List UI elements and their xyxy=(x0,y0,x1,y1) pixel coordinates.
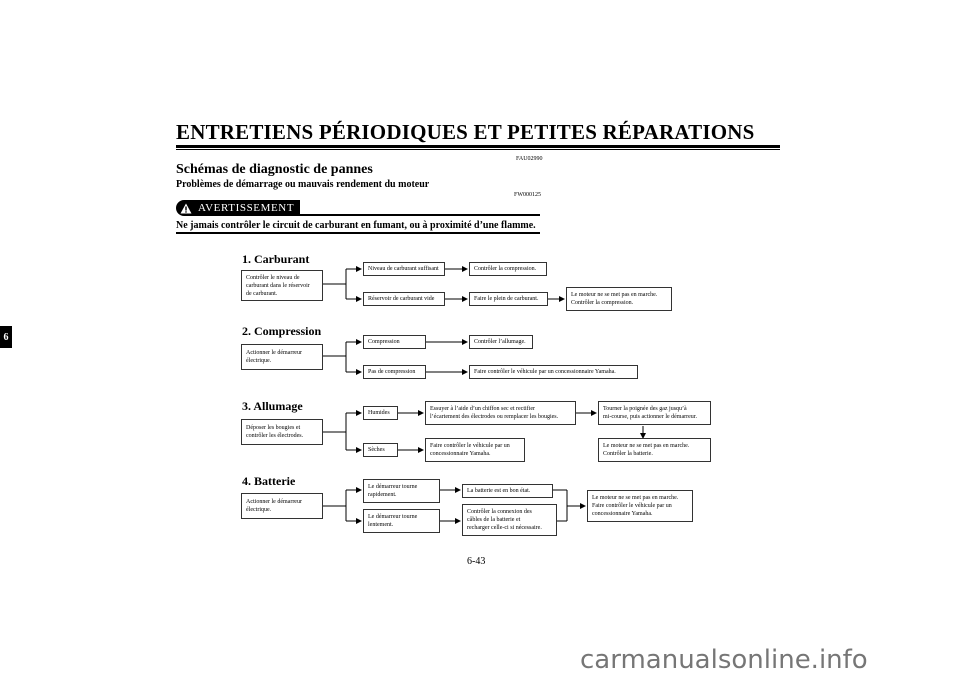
warning-text: Ne jamais contrôler le circuit de carburant en fumant, ou à proximité d’une flamme. xyxy=(176,220,536,231)
compression-ok-box: Compression xyxy=(363,335,426,349)
section-title: Schémas de diagnostic de pannes xyxy=(176,162,373,177)
battery-slow-action-box: Contrôler la connexion des câbles de la batterie et recharger celle-ci si nécessaire. xyxy=(462,504,557,536)
step-ignition-title: 3. Allumage xyxy=(242,399,303,413)
step-fuel-title: 1. Carburant xyxy=(242,252,310,266)
compression-ok-action-box: Contrôler l’allumage. xyxy=(469,335,533,349)
page-title: ENTRETIENS PÉRIODIQUES ET PETITES RÉPARATIONS xyxy=(176,120,755,144)
warning-label: AVERTISSEMENT xyxy=(198,202,295,214)
fuel-empty-action-box: Faire le plein de carburant. xyxy=(469,292,548,306)
chapter-tab: 6 xyxy=(0,326,12,348)
fuel-result-box: Le moteur ne se met pas en marche. Contrôler la compression. xyxy=(566,287,672,311)
battery-slow-box: Le démarreur tourne lentement. xyxy=(363,509,440,533)
ignition-result-box: Le moteur ne se met pas en marche. Contrôler la batterie. xyxy=(598,438,711,462)
ignition-dry-action-box: Faire contrôler le véhicule par un concessionnaire Yamaha. xyxy=(425,438,525,462)
watermark: carmanualsonline.info xyxy=(580,645,868,675)
page-number: 6-43 xyxy=(467,556,486,567)
step-compression-title: 2. Compression xyxy=(242,324,322,338)
step-battery-title: 4. Batterie xyxy=(242,474,296,488)
ignition-wet-action-box: Essuyer à l’aide d’un chiffon sec et rectifier l’écartement des électrodes ou remplacer les bougies. xyxy=(425,401,576,425)
ignition-wet-box: Humides xyxy=(363,406,398,420)
compression-none-box: Pas de compression xyxy=(363,365,426,379)
battery-result-box: Le moteur ne se met pas en marche. Faire contrôler le véhicule par un concessionnaire Yamaha. xyxy=(587,490,693,522)
ignition-next-action-box: Tourner la poignée des gaz jusqu’à mi-course, puis actionner le démarreur. xyxy=(598,401,711,425)
battery-start-box: Actionner le démarreur électrique. xyxy=(241,493,323,519)
warning-code: FW000125 xyxy=(514,192,541,198)
fuel-ok-action-box: Contrôler la compression. xyxy=(469,262,547,276)
ignition-start-box: Déposer les bougies et contrôler les électrodes. xyxy=(241,419,323,445)
section-code: FAU02990 xyxy=(516,156,543,162)
subsection-title: Problèmes de démarrage ou mauvais rendement du moteur xyxy=(176,179,430,190)
battery-fast-action-box: La batterie est en bon état. xyxy=(462,484,553,498)
battery-fast-box: Le démarreur tourne rapidement. xyxy=(363,479,440,503)
fuel-start-box: Contrôler le niveau de carburant dans le réservoir de carburant. xyxy=(241,270,323,301)
compression-start-box: Actionner le démarreur électrique. xyxy=(241,344,323,370)
ignition-dry-box: Sèches xyxy=(363,443,398,457)
compression-none-action-box: Faire contrôler le véhicule par un concessionnaire Yamaha. xyxy=(469,365,638,379)
fuel-empty-box: Réservoir de carburant vide xyxy=(363,292,445,306)
fuel-ok-box: Niveau de carburant suffisant xyxy=(363,262,445,276)
